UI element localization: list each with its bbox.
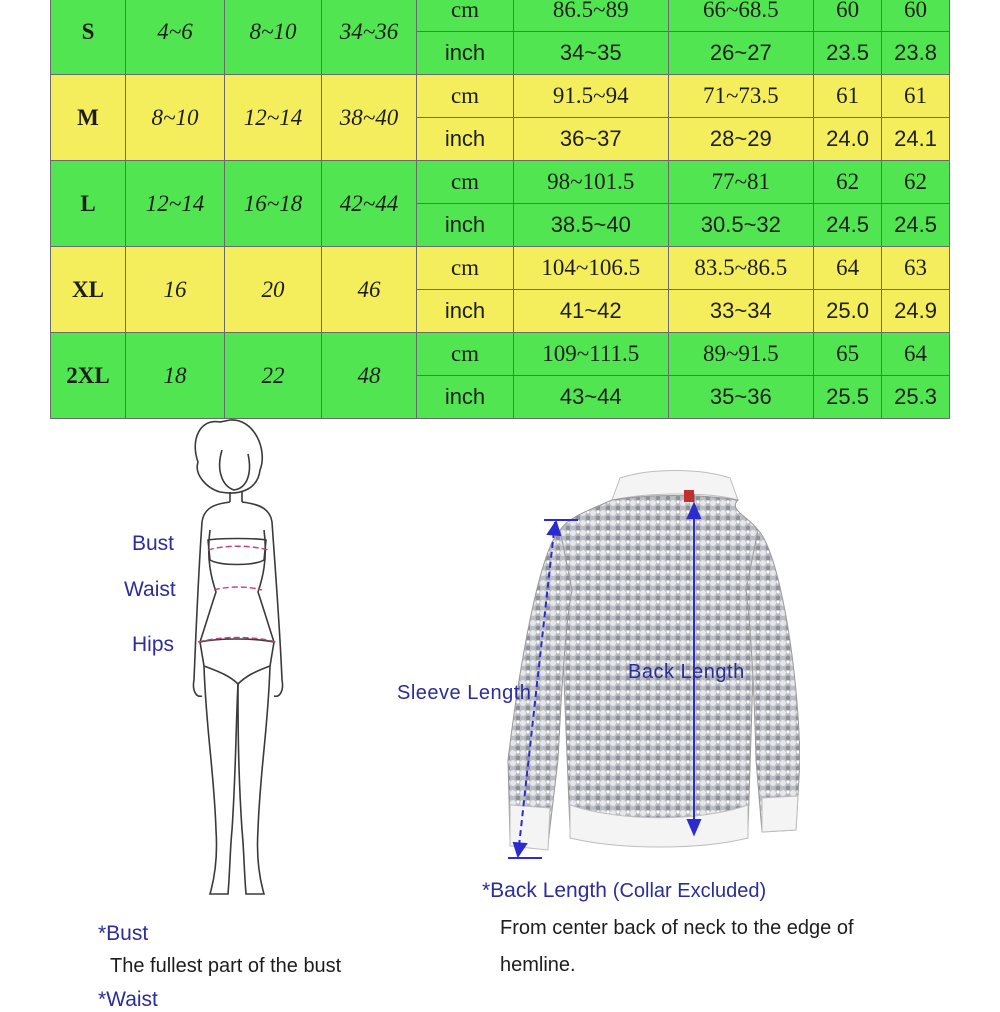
back-length-description-line1: From center back of neck to the edge of: [500, 917, 854, 939]
bust-note-title: *Bust: [98, 922, 149, 945]
table-cell: 62: [814, 161, 882, 204]
table-cell: L: [51, 161, 126, 247]
table-row: [51, 161, 950, 204]
table-cell: 38.5~40: [514, 204, 669, 247]
table-cell: 16: [126, 247, 225, 333]
back-length-note-title: [482, 879, 766, 903]
size-chart-body: [51, 0, 950, 419]
table-cell: 4~6: [126, 0, 225, 75]
table-cell: 89~91.5: [668, 333, 814, 376]
table-cell: 34~36: [322, 0, 417, 75]
table-cell: 20: [225, 247, 322, 333]
table-cell: 65: [814, 333, 882, 376]
table-cell: 8~10: [225, 0, 322, 75]
table-cell: 12~14: [225, 75, 322, 161]
table-cell: 23.5: [814, 32, 882, 75]
table-cell: 25.0: [814, 290, 882, 333]
table-cell: 77~81: [668, 161, 814, 204]
sleeve-length-label: Sleeve Length: [397, 682, 532, 704]
table-cell: 34~35: [514, 32, 669, 75]
table-cell: 30.5~32: [668, 204, 814, 247]
table-cell: 24.5: [882, 204, 950, 247]
table-cell: inch: [417, 32, 514, 75]
table-cell: 22: [225, 333, 322, 419]
table-cell: 63: [882, 247, 950, 290]
table-cell: inch: [417, 290, 514, 333]
table-cell: 23.8: [882, 32, 950, 75]
measure-arrow-icon: [500, 500, 720, 880]
table-cell: 18: [126, 333, 225, 419]
table-cell: 60: [882, 0, 950, 32]
body-outline-icon: [150, 410, 320, 910]
table-cell: 24.1: [882, 118, 950, 161]
table-cell: 35~36: [668, 376, 814, 419]
table-cell: cm: [417, 75, 514, 118]
table-cell: 61: [814, 75, 882, 118]
table-cell: 71~73.5: [668, 75, 814, 118]
table-cell: 24.5: [814, 204, 882, 247]
hips-label: Hips: [132, 633, 175, 656]
table-cell: 12~14: [126, 161, 225, 247]
table-cell: cm: [417, 0, 514, 32]
table-cell: M: [51, 75, 126, 161]
table-cell: cm: [417, 247, 514, 290]
table-cell: 43~44: [514, 376, 669, 419]
table-cell: 109~111.5: [514, 333, 669, 376]
table-cell: 62: [882, 161, 950, 204]
table-cell: 25.5: [814, 376, 882, 419]
table-cell: 61: [882, 75, 950, 118]
table-cell: inch: [417, 204, 514, 247]
table-cell: 91.5~94: [514, 75, 669, 118]
table-cell: inch: [417, 376, 514, 419]
table-cell: 24.0: [814, 118, 882, 161]
table-cell: 28~29: [668, 118, 814, 161]
table-cell: 33~34: [668, 290, 814, 333]
table-cell: 98~101.5: [514, 161, 669, 204]
table-cell: 16~18: [225, 161, 322, 247]
table-row: [51, 0, 950, 32]
table-cell: 25.3: [882, 376, 950, 419]
table-cell: cm: [417, 333, 514, 376]
table-cell: 86.5~89: [514, 0, 669, 32]
table-cell: 46: [322, 247, 417, 333]
table-cell: cm: [417, 161, 514, 204]
table-cell: 41~42: [514, 290, 669, 333]
table-cell: 48: [322, 333, 417, 419]
table-row: [51, 75, 950, 118]
back-length-note-heading: *Back Length: [482, 879, 607, 902]
table-cell: 24.9: [882, 290, 950, 333]
waist-note-title: *Waist: [98, 988, 158, 1011]
table-cell: S: [51, 0, 126, 75]
table-cell: 26~27: [668, 32, 814, 75]
back-length-description-line2: hemline.: [500, 954, 576, 976]
table-cell: 2XL: [51, 333, 126, 419]
table-row: [51, 333, 950, 376]
table-cell: 8~10: [126, 75, 225, 161]
table-cell: XL: [51, 247, 126, 333]
bust-note-description: The fullest part of the bust: [110, 955, 342, 977]
table-cell: 42~44: [322, 161, 417, 247]
table-row: [51, 247, 950, 290]
waist-label: Waist: [124, 578, 176, 601]
table-cell: 104~106.5: [514, 247, 669, 290]
table-cell: 64: [882, 333, 950, 376]
table-cell: 64: [814, 247, 882, 290]
size-chart-table: [50, 0, 950, 419]
table-cell: 38~40: [322, 75, 417, 161]
table-cell: 66~68.5: [668, 0, 814, 32]
table-cell: 60: [814, 0, 882, 32]
back-length-label: Back Length: [628, 661, 745, 683]
table-cell: 83.5~86.5: [668, 247, 814, 290]
collar-excluded-note: (Collar Excluded): [612, 880, 767, 902]
bust-label: Bust: [132, 532, 175, 555]
table-cell: 36~37: [514, 118, 669, 161]
table-cell: inch: [417, 118, 514, 161]
